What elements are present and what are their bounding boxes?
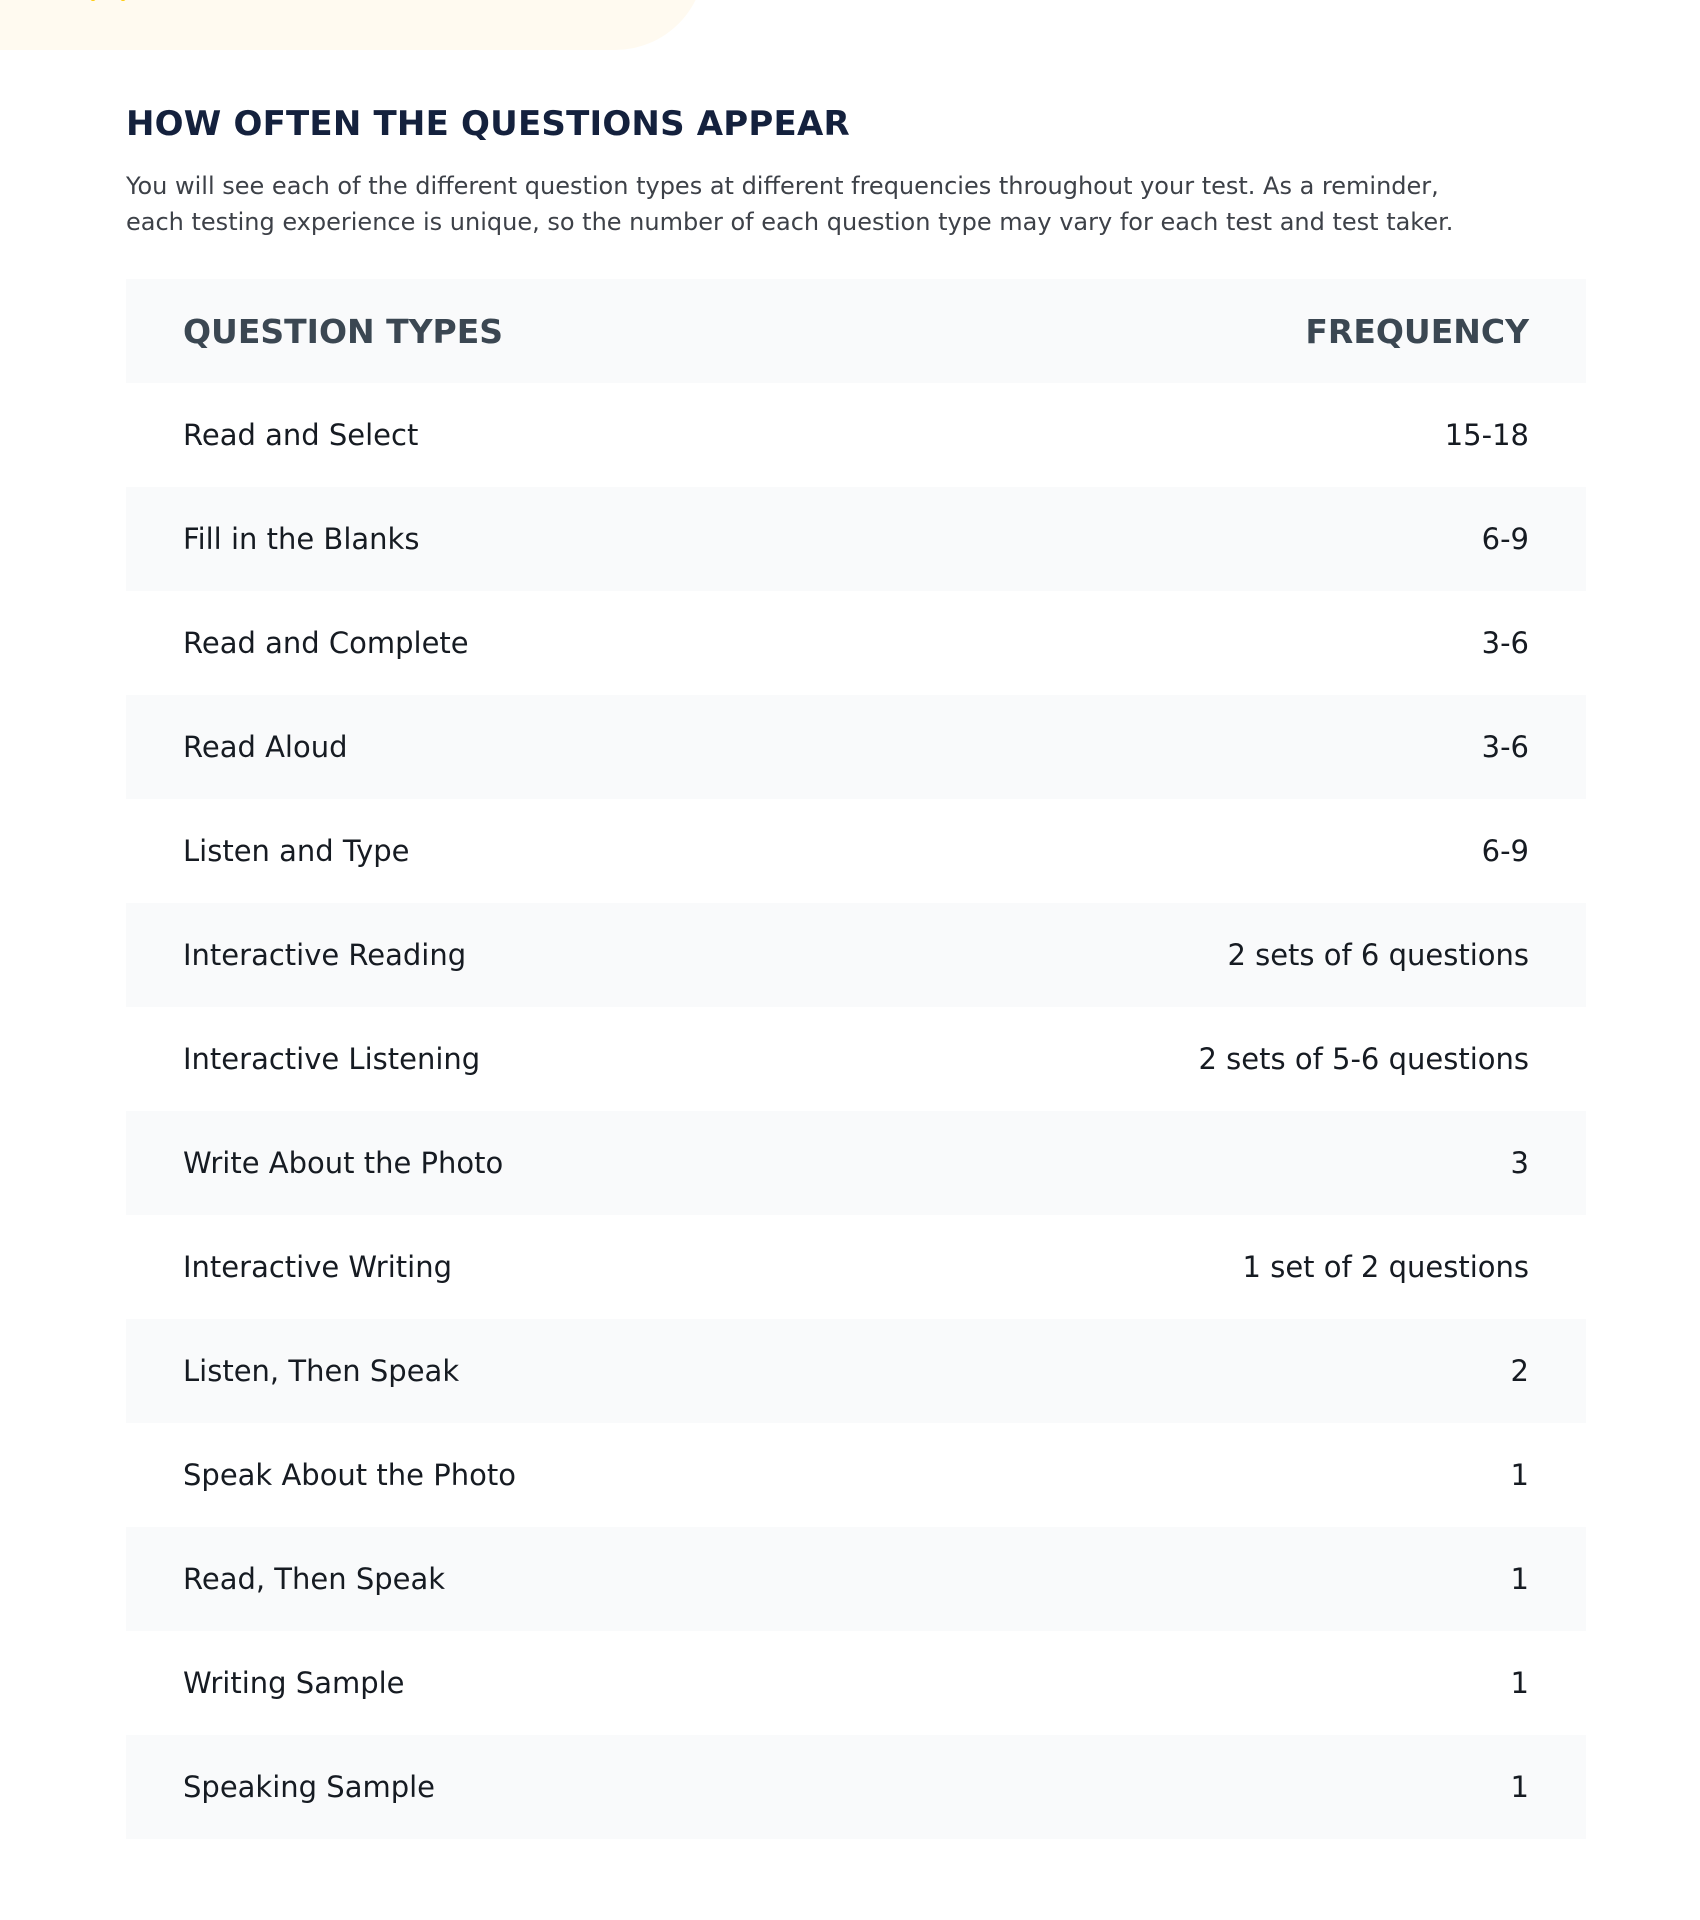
frequency-cell: 3-6 (1481, 626, 1529, 660)
table-row (126, 1423, 1586, 1527)
table-row (126, 1631, 1586, 1735)
table-row (126, 1007, 1586, 1111)
sun-icon (86, 0, 130, 6)
question-type-cell: Listen and Type (183, 834, 410, 868)
section-intro: You will see each of the different question types at different frequencies throughout your test. As a reminder, each testing experience is unique, so the number of each question type may vary for each test and test taker. (126, 172, 1454, 236)
question-type-cell: Write About the Photo (183, 1146, 504, 1180)
table-row (126, 1215, 1586, 1319)
table-row (126, 695, 1586, 799)
table-row (126, 1319, 1586, 1423)
question-type-cell: Read Aloud (183, 730, 348, 764)
header-question-types: QUESTION TYPES (183, 311, 504, 351)
frequency-cell: 1 set of 2 questions (1242, 1250, 1529, 1284)
table-row (126, 1735, 1586, 1839)
question-type-cell: Interactive Writing (183, 1250, 453, 1284)
question-type-cell: Speak About the Photo (183, 1458, 516, 1492)
frequency-cell: 2 (1510, 1354, 1529, 1388)
table-header-row (126, 279, 1586, 383)
frequency-cell: 1 (1510, 1458, 1529, 1492)
question-type-cell: Listen, Then Speak (183, 1354, 460, 1388)
frequency-cell: 6-9 (1481, 834, 1529, 868)
question-type-cell: Read and Select (183, 418, 419, 452)
frequency-cell: 1 (1510, 1770, 1529, 1804)
question-type-cell: Writing Sample (183, 1666, 405, 1700)
table-row (126, 903, 1586, 1007)
frequency-cell: 1 (1510, 1562, 1529, 1596)
question-type-cell: Read, Then Speak (183, 1562, 446, 1596)
question-type-cell: Speaking Sample (183, 1770, 436, 1804)
frequency-cell: 3 (1510, 1146, 1529, 1180)
header-frequency: FREQUENCY (1305, 311, 1529, 351)
question-type-cell: Fill in the Blanks (183, 522, 420, 556)
frequency-cell: 3-6 (1481, 730, 1529, 764)
frequency-cell: 1 (1510, 1666, 1529, 1700)
table-row (126, 383, 1586, 487)
question-type-cell: Interactive Listening (183, 1042, 481, 1076)
table-row (126, 591, 1586, 695)
table-row (126, 799, 1586, 903)
frequency-cell: 2 sets of 5-6 questions (1198, 1042, 1529, 1076)
question-type-cell: Interactive Reading (183, 938, 467, 972)
table-row (126, 1111, 1586, 1215)
table-row (126, 487, 1586, 591)
frequency-table (126, 279, 1586, 1839)
top-banner (0, 0, 705, 50)
frequency-cell: 2 sets of 6 questions (1227, 938, 1529, 972)
frequency-cell: 15-18 (1444, 418, 1529, 452)
frequency-cell: 6-9 (1481, 522, 1529, 556)
table-row (126, 1527, 1586, 1631)
section-title: HOW OFTEN THE QUESTIONS APPEAR (126, 104, 850, 144)
question-type-cell: Read and Complete (183, 626, 469, 660)
